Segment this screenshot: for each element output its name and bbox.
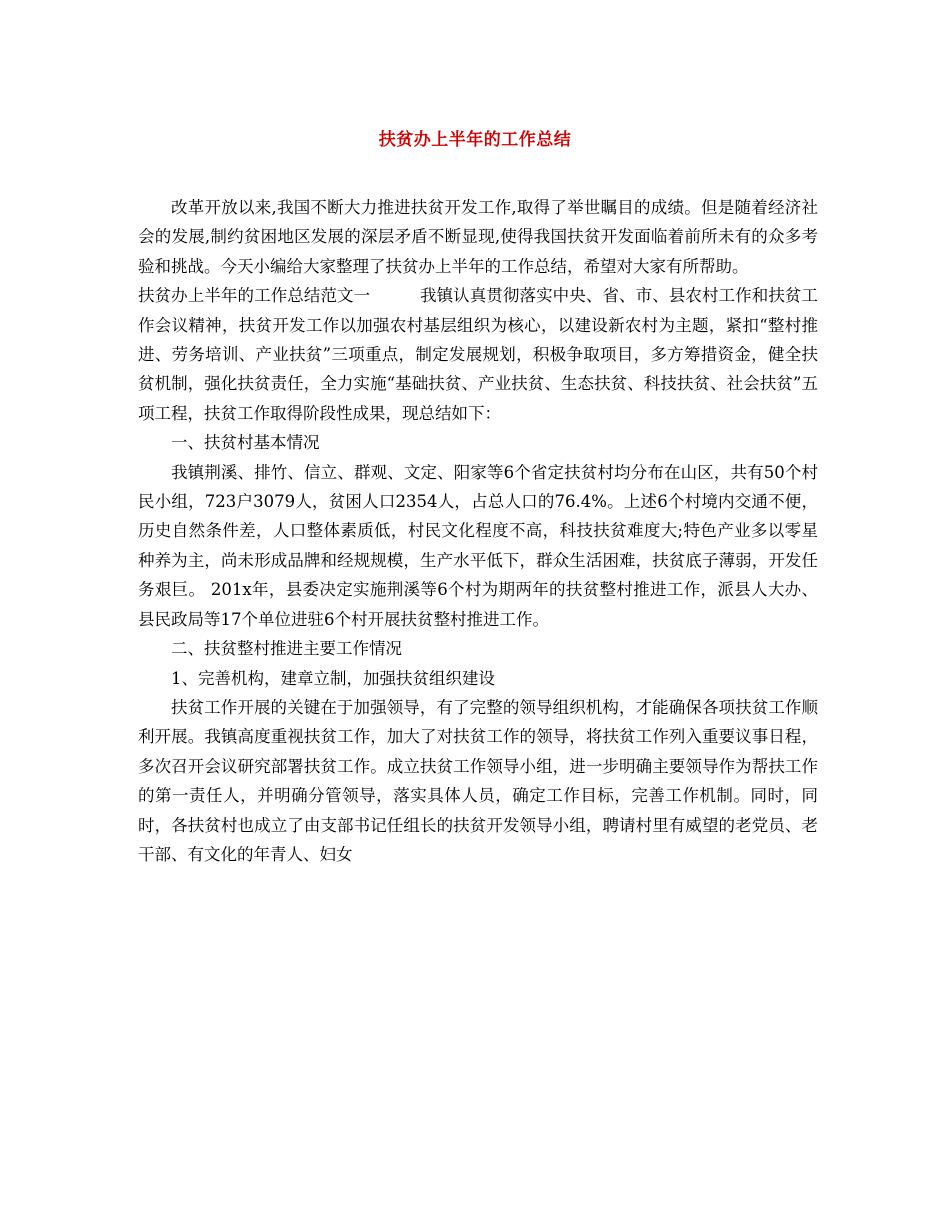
paragraph-basic-situation: 我镇荆溪、排竹、信立、群观、文定、阳家等6个省定扶贫村均分布在山区，共有50个村民小组，723户3079人，贫困人口2354人，占总人口的76.4%。上述6个村境内交通不便，历史自然条件差，人口整体素质低，村民文化程度不高，科技扶贫难度大;特色产业多以零星种养为主，尚未形成品牌和经规规模，生产水平低下，群众生活困难，扶贫底子薄弱，开发任务艰巨。 201x年，县委决定实施荆溪等6个村为期两年的扶贫整村推进工作，派县人大办、县民政局等17个单位进驻6个村开展扶贫整村推进工作。 — [138, 462, 818, 629]
document-title: 扶贫办上半年的工作总结 — [378, 130, 572, 150]
section-heading-2: 二、扶贫整村推进主要工作情况 — [171, 639, 402, 659]
paragraph-intro: 改革开放以来,我国不断大力推进扶贫开发工作,取得了举世瞩目的成绩。但是随着经济社会的发展,制约贫困地区发展的深层矛盾不断显现,使得我国扶贫开发面临着前所未有的众多考验和挑战。今天小编给大家整理了扶贫办上半年的工作总结，希望对大家有所帮助。 — [138, 198, 818, 276]
paragraph-organization: 扶贫工作开展的关键在于加强领导，有了完整的领导组织机构，才能确保各项扶贫工作顺利开展。我镇高度重视扶贫工作，加大了对扶贫工作的领导，将扶贫工作列入重要议事日程，多次召开会议研究部署扶贫工作。成立扶贫工作领导小组，进一步明确主要领导作为帮扶工作的第一责任人，并明确分管领导，落实具体人员，确定工作目标，完善工作机制。同时，同时，各扶贫村也成立了由支部书记任组长的扶贫开发领导小组，聘请村里有威望的老党员、老干部、有文化的年青人、妇女 — [138, 697, 818, 864]
subsection-heading-1: 1、完善机构，建章立制，加强扶贫组织建设 — [171, 668, 495, 688]
document-body — [138, 193, 818, 869]
section-heading-1: 一、扶贫村基本情况 — [171, 433, 320, 453]
paragraph-summary-intro: 扶贫办上半年的工作总结范文一 我镇认真贯彻落实中央、省、市、县农村工作和扶贫工作会议精神，扶贫开发工作以加强农村基层组织为核心，以建设新农村为主题，紧扣“整村推进、劳务培训、产业扶贫”三项重点，制定发展规划，积极争取项目，多方筹措资金，健全扶贫机制，强化扶贫责任，全力实施“基础扶贫、产业扶贫、生态扶贫、科技扶贫、社会扶贫”五项工程，扶贫工作取得阶段性成果，现总结如下： — [138, 286, 818, 423]
